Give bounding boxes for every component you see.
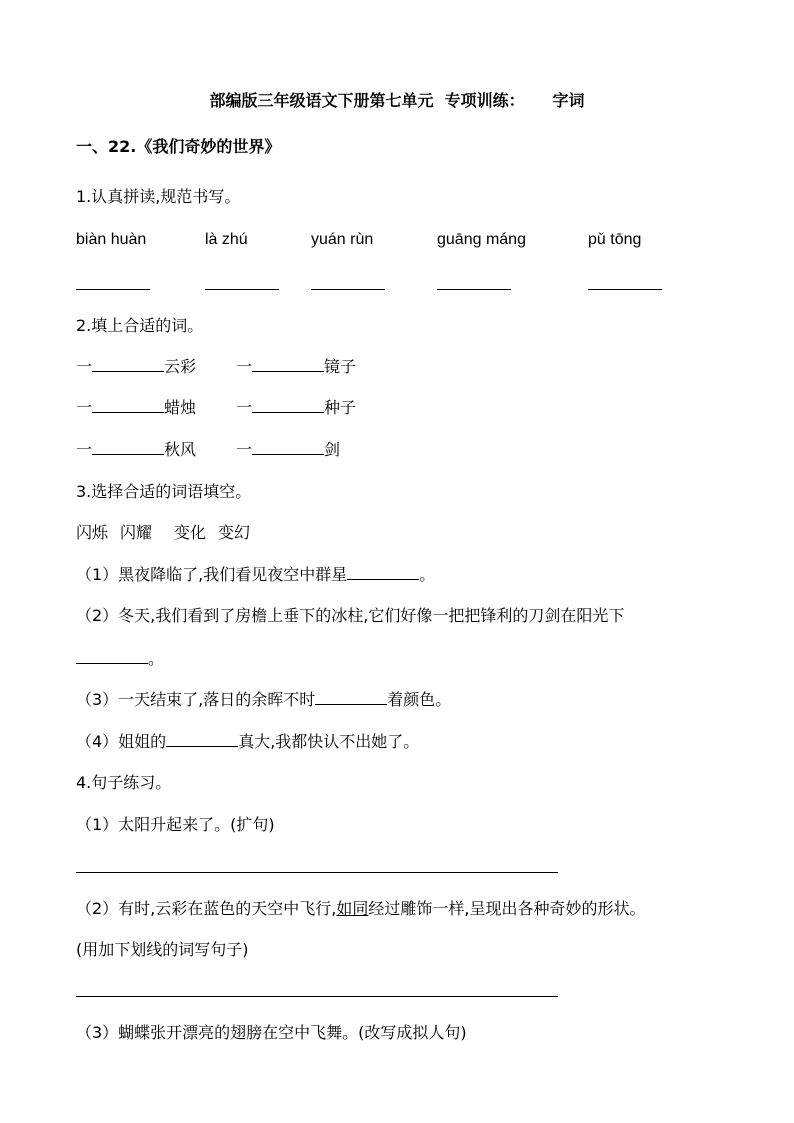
answer-blank-2[interactable] — [205, 289, 279, 290]
q3-item-end: 。 — [419, 565, 436, 584]
q2-prefix: 一 — [236, 440, 253, 459]
option-word: 闪耀 — [120, 523, 153, 542]
fill-blank[interactable] — [92, 398, 164, 413]
q2-word: 种子 — [324, 398, 357, 417]
q2-word: 秋风 — [164, 440, 197, 459]
q2-word: 镜子 — [324, 357, 357, 376]
answer-blank-1[interactable] — [76, 289, 150, 290]
answer-line-2[interactable] — [76, 996, 558, 997]
q2-prefix: 一 — [76, 398, 93, 417]
pinyin-2: là zhú — [205, 231, 248, 248]
q3-item-2-cont — [76, 648, 164, 670]
q3-item-text: （3）一天结束了,落日的余晖不时 — [76, 690, 316, 709]
pinyin-4: guāng máng — [437, 231, 526, 248]
fill-blank[interactable] — [315, 690, 387, 705]
q4-s2-after: 经过雕饰一样,呈现出各种奇妙的形状。 — [368, 899, 646, 918]
q3-item-3 — [76, 689, 451, 711]
underlined-word: 如同 — [336, 899, 369, 918]
q3-item-1 — [76, 564, 435, 586]
pinyin-1: biàn huàn — [76, 231, 147, 248]
option-word: 闪烁 — [76, 523, 109, 542]
q4-sentence-1: （1）太阳升起来了。(扩句) — [76, 815, 275, 834]
option-word: 变化 — [174, 523, 207, 542]
fill-blank[interactable] — [76, 649, 148, 664]
q3-item-4 — [76, 731, 419, 753]
q4-s2-before: （2）有时,云彩在蓝色的天空中飞行, — [76, 899, 337, 918]
answer-blank-5[interactable] — [588, 289, 662, 290]
q2-title: 2.填上合适的词。 — [76, 316, 204, 335]
q2-row-3 — [76, 439, 340, 461]
fill-blank[interactable] — [92, 440, 164, 455]
q3-item-end: 。 — [148, 649, 165, 668]
answer-line-1[interactable] — [76, 872, 558, 873]
q3-options — [76, 522, 250, 544]
q2-prefix: 一 — [76, 440, 93, 459]
fill-blank[interactable] — [347, 565, 419, 580]
q3-item-text: （1）黑夜降临了,我们看见夜空中群星 — [76, 565, 348, 584]
option-word: 变幻 — [218, 523, 251, 542]
q2-row-1 — [76, 356, 356, 378]
q2-row-2 — [76, 397, 356, 419]
q2-prefix: 一 — [76, 357, 93, 376]
q3-item-end: 真大,我都快认不出她了。 — [238, 732, 420, 751]
q2-word: 云彩 — [164, 357, 197, 376]
q3-item-text: （4）姐姐的 — [76, 732, 167, 751]
q4-sentence-3: （3）蝴蝶张开漂亮的翅膀在空中飞舞。(改写成拟人句) — [76, 1023, 467, 1042]
q4-sentence-2-instruction: (用加下划线的词写句子) — [76, 940, 249, 959]
q4-title: 4.句子练习。 — [76, 773, 172, 792]
q4-sentence-2 — [76, 898, 645, 920]
q3-item-text: （2）冬天,我们看到了房檐上垂下的冰柱,它们好像一把把锋利的刀剑在阳光下 — [76, 606, 625, 625]
answer-blank-4[interactable] — [437, 289, 511, 290]
q1-title: 1.认真拼读,规范书写。 — [76, 187, 241, 206]
q2-prefix: 一 — [236, 398, 253, 417]
fill-blank[interactable] — [252, 398, 324, 413]
answer-blank-3[interactable] — [311, 289, 385, 290]
pinyin-3: yuán rùn — [311, 231, 374, 248]
q2-word: 蜡烛 — [164, 398, 197, 417]
fill-blank[interactable] — [166, 732, 238, 747]
q3-title: 3.选择合适的词语填空。 — [76, 482, 252, 501]
q3-item-end: 着颜色。 — [387, 690, 452, 709]
fill-blank[interactable] — [252, 440, 324, 455]
q3-item-2 — [76, 605, 624, 627]
q2-word: 剑 — [324, 440, 341, 459]
fill-blank[interactable] — [92, 357, 164, 372]
pinyin-5: pǔ tōng — [588, 231, 642, 248]
document-title: 部编版三年级语文下册第七单元 专项训练： 字词 — [209, 91, 585, 110]
fill-blank[interactable] — [252, 357, 324, 372]
section-heading: 一、22.《我们奇妙的世界》 — [76, 137, 281, 156]
q2-prefix: 一 — [236, 357, 253, 376]
